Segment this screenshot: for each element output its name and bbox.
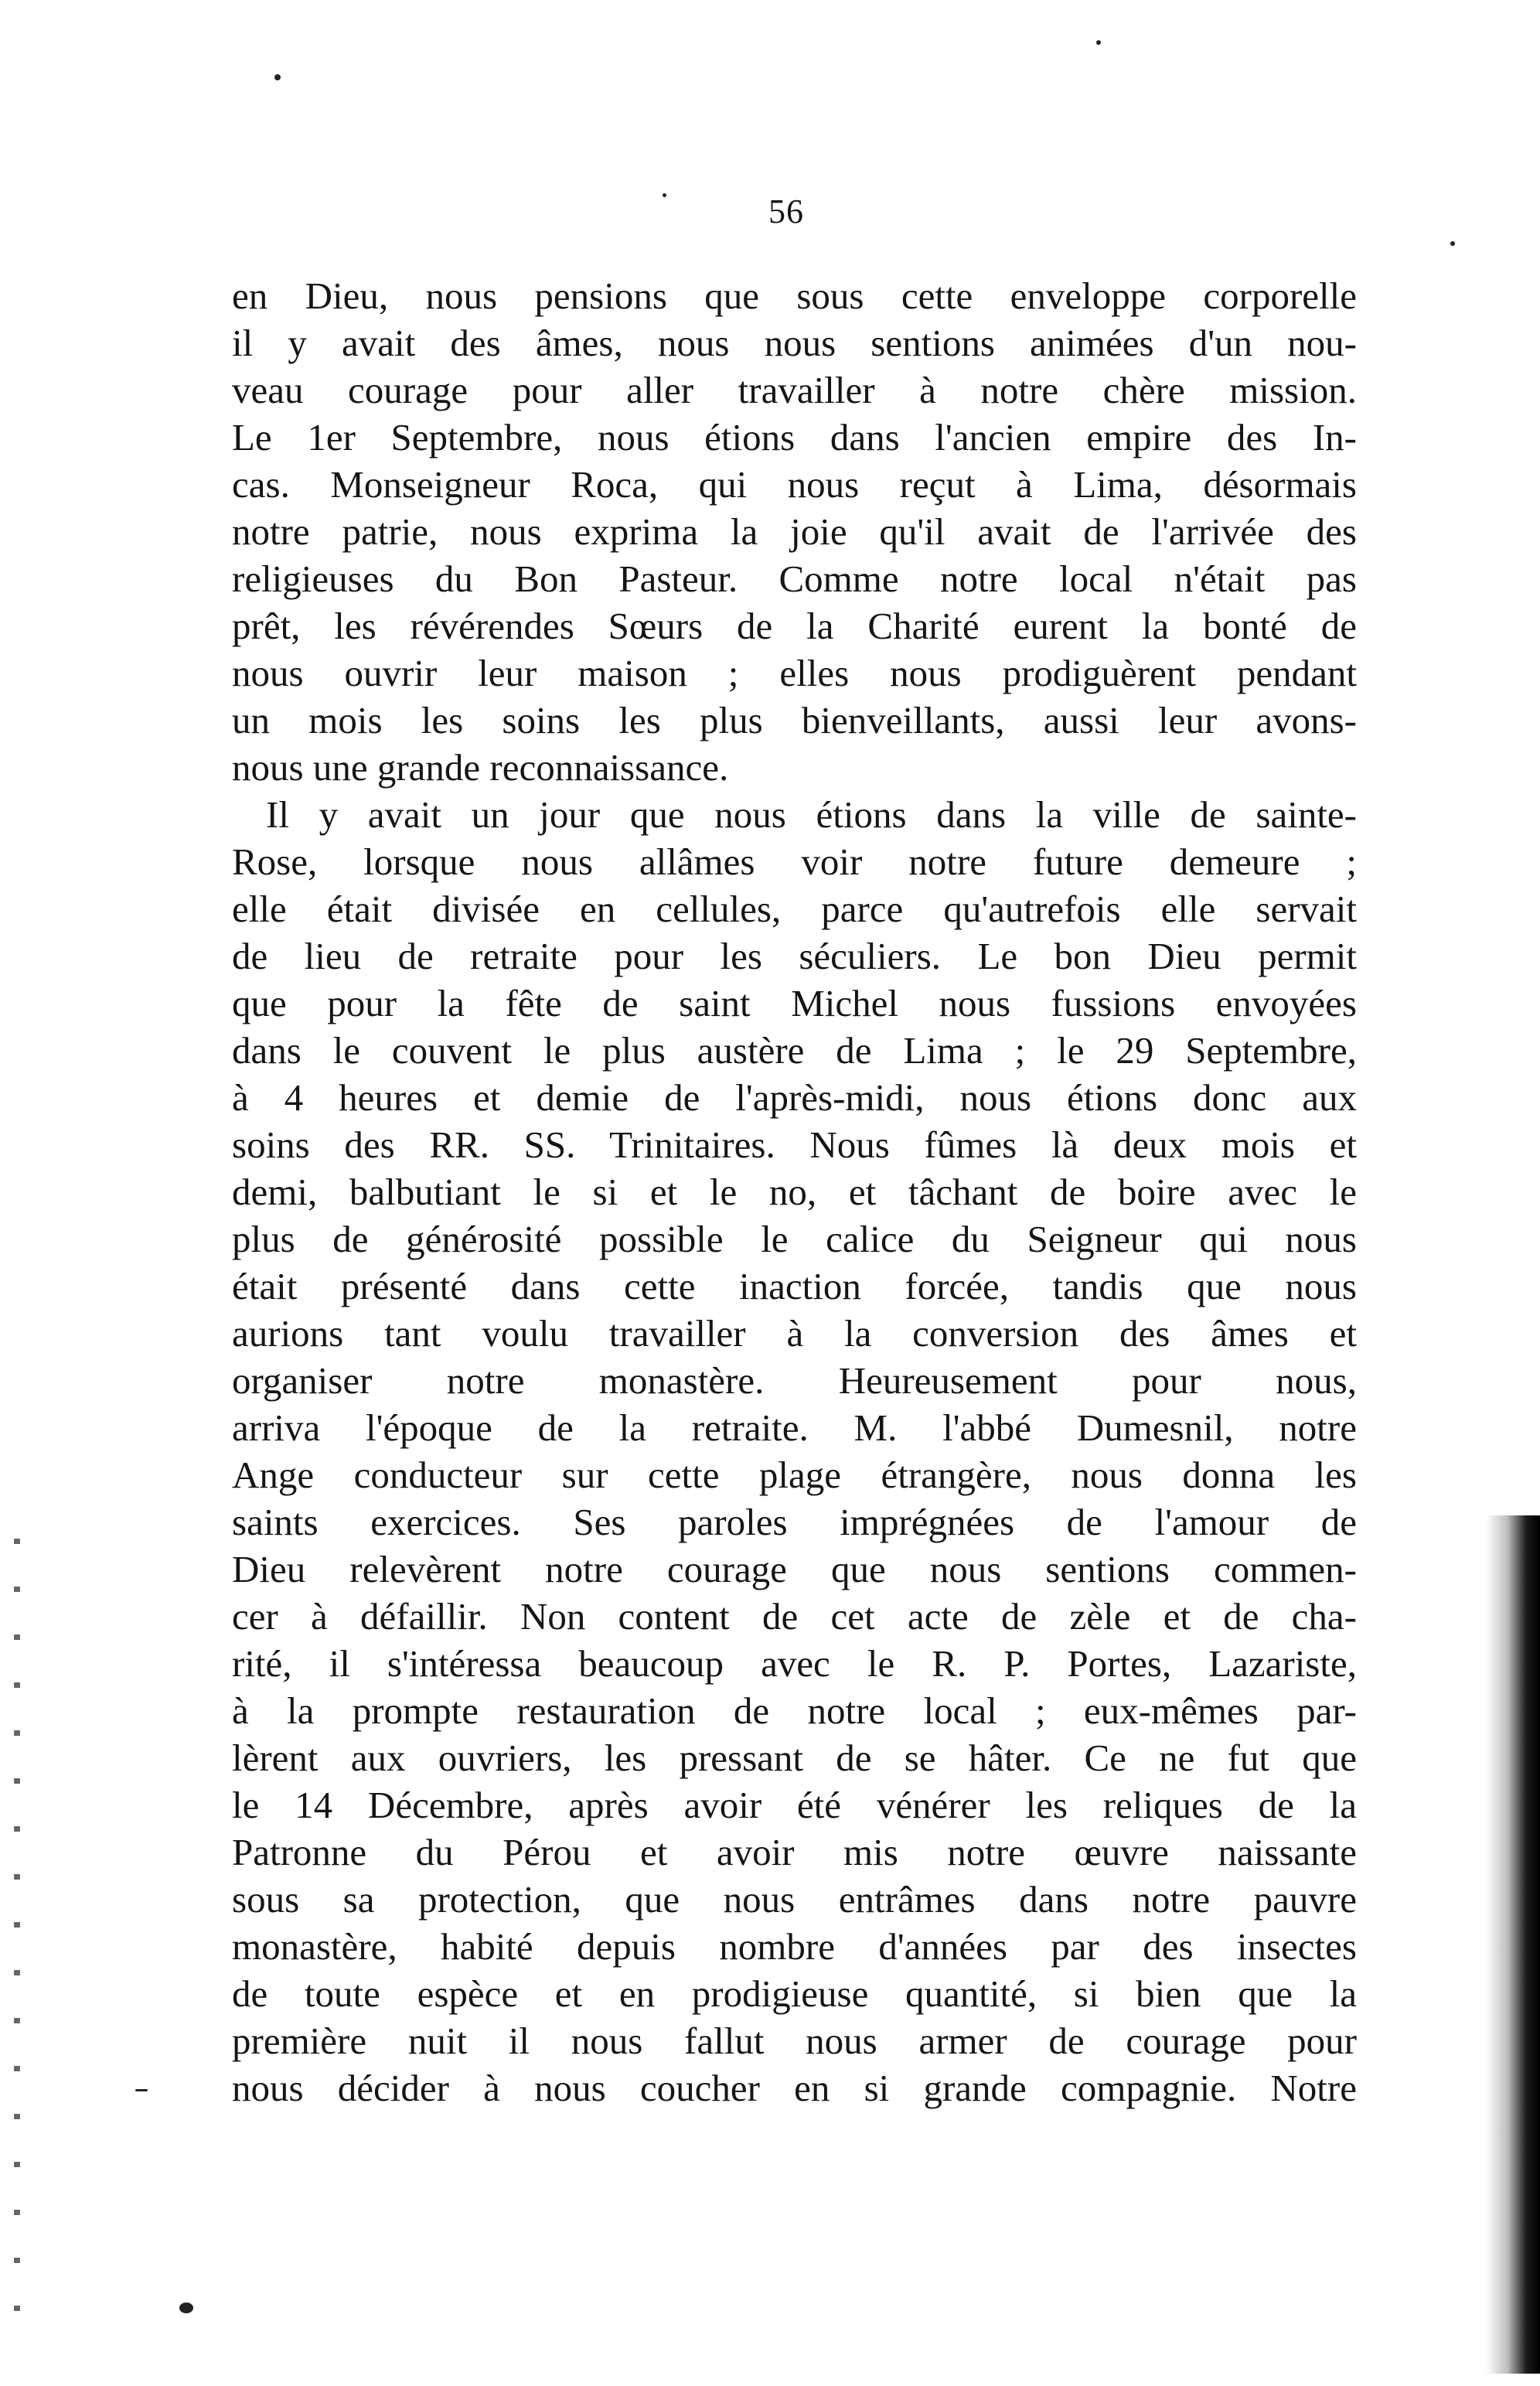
text-line: première nuit il nous fallut nous armer de courage pour <box>232 2020 1357 2062</box>
scan-speck <box>1096 40 1101 45</box>
margin-scan-marks <box>14 1539 20 2350</box>
text-line: de lieu de retraite pour les séculiers. Le bon Dieu permit <box>232 935 1357 977</box>
text-line: prêt, les révérendes Sœurs de la Charité eurent la bonté de <box>232 605 1357 647</box>
text-line: notre patrie, nous exprima la joie qu'il avait de l'arrivée des <box>232 510 1357 553</box>
text-line: soins des RR. SS. Trinitaires. Nous fûmes là deux mois et <box>232 1123 1357 1166</box>
body-text <box>232 272 1357 2112</box>
scan-speck <box>274 74 281 80</box>
text-line: à 4 heures et demie de l'après-midi, nous étions donc aux <box>232 1076 1357 1119</box>
text-line: nous décider à nous coucher en si grande compagnie. Notre <box>232 2067 1357 2109</box>
scan-speck <box>663 193 666 197</box>
text-line: dans le couvent le plus austère de Lima ; le 29 Septembre, <box>232 1029 1357 1072</box>
text-line: Patronne du Pérou et avoir mis notre œuvre naissante <box>232 1831 1357 1873</box>
text-line: le 14 Décembre, après avoir été vénérer les reliques de la <box>232 1784 1357 1826</box>
text-line: il y avait des âmes, nous nous sentions animées d'un nou- <box>232 322 1357 364</box>
text-line: saints exercices. Ses paroles imprégnées de l'amour de <box>232 1501 1357 1543</box>
text-line: nous ouvrir leur maison ; elles nous prodiguèrent pendant <box>232 652 1357 694</box>
text-line: était présenté dans cette inaction forcée, tandis que nous <box>232 1265 1357 1307</box>
text-line: monastère, habité depuis nombre d'années par des insectes <box>232 1925 1357 1968</box>
text-line: plus de générosité possible le calice du Seigneur qui nous <box>232 1218 1357 1260</box>
text-line: veau courage pour aller travailler à notre chère mission. <box>232 369 1357 411</box>
text-line: religieuses du Bon Pasteur. Comme notre local n'était pas <box>232 557 1357 600</box>
text-line: sous sa protection, que nous entrâmes dans notre pauvre <box>232 1878 1357 1921</box>
text-line: demi, balbutiant le si et le no, et tâchant de boire avec le <box>232 1171 1357 1213</box>
text-line: aurions tant voulu travailler à la conversion des âmes et <box>232 1312 1357 1355</box>
text-line: Rose, lorsque nous allâmes voir notre future demeure ; <box>232 840 1357 883</box>
text-line: Dieu relevèrent notre courage que nous sentions commen- <box>232 1548 1357 1590</box>
scan-speck <box>1450 241 1455 246</box>
text-line: un mois les soins les plus bienveillants, aussi leur avons- <box>232 699 1357 741</box>
text-line: à la prompte restauration de notre local ; eux-mêmes par- <box>232 1689 1357 1732</box>
text-line: Ange conducteur sur cette plage étrangère, nous donna les <box>232 1454 1357 1496</box>
text-line: rité, il s'intéressa beaucoup avec le R. P. Portes, Lazariste, <box>232 1642 1357 1685</box>
text-line: elle était divisée en cellules, parce qu'autrefois elle servait <box>232 888 1357 930</box>
scan-speck <box>135 2089 148 2091</box>
text-line: en Dieu, nous pensions que sous cette enveloppe corporelle <box>232 274 1357 317</box>
text-line: arriva l'époque de la retraite. M. l'abbé Dumesnil, notre <box>232 1406 1357 1449</box>
scan-speck <box>179 2302 193 2313</box>
text-line: cas. Monseigneur Roca, qui nous reçut à Lima, désormais <box>232 463 1357 506</box>
text-line: que pour la fête de saint Michel nous fussions envoyées <box>232 982 1357 1024</box>
text-line: nous une grande reconnaissance. <box>232 746 729 789</box>
text-line: de toute espèce et en prodigieuse quantité, si bien que la <box>232 1972 1357 2015</box>
text-line: Le 1er Septembre, nous étions dans l'ancien empire des In- <box>232 416 1357 458</box>
text-line: cer à défaillir. Non content de cet acte de zèle et de cha- <box>232 1595 1357 1638</box>
text-line: organiser notre monastère. Heureusement pour nous, <box>232 1359 1357 1402</box>
text-line: lèrent aux ouvriers, les pressant de se hâter. Ce ne fut que <box>232 1737 1357 1779</box>
paragraph-start-line: Il y avait un jour que nous étions dans la ville de sainte- <box>266 793 1357 836</box>
page-edge-shadow <box>1486 1515 1540 2374</box>
page-number: 56 <box>768 193 804 230</box>
